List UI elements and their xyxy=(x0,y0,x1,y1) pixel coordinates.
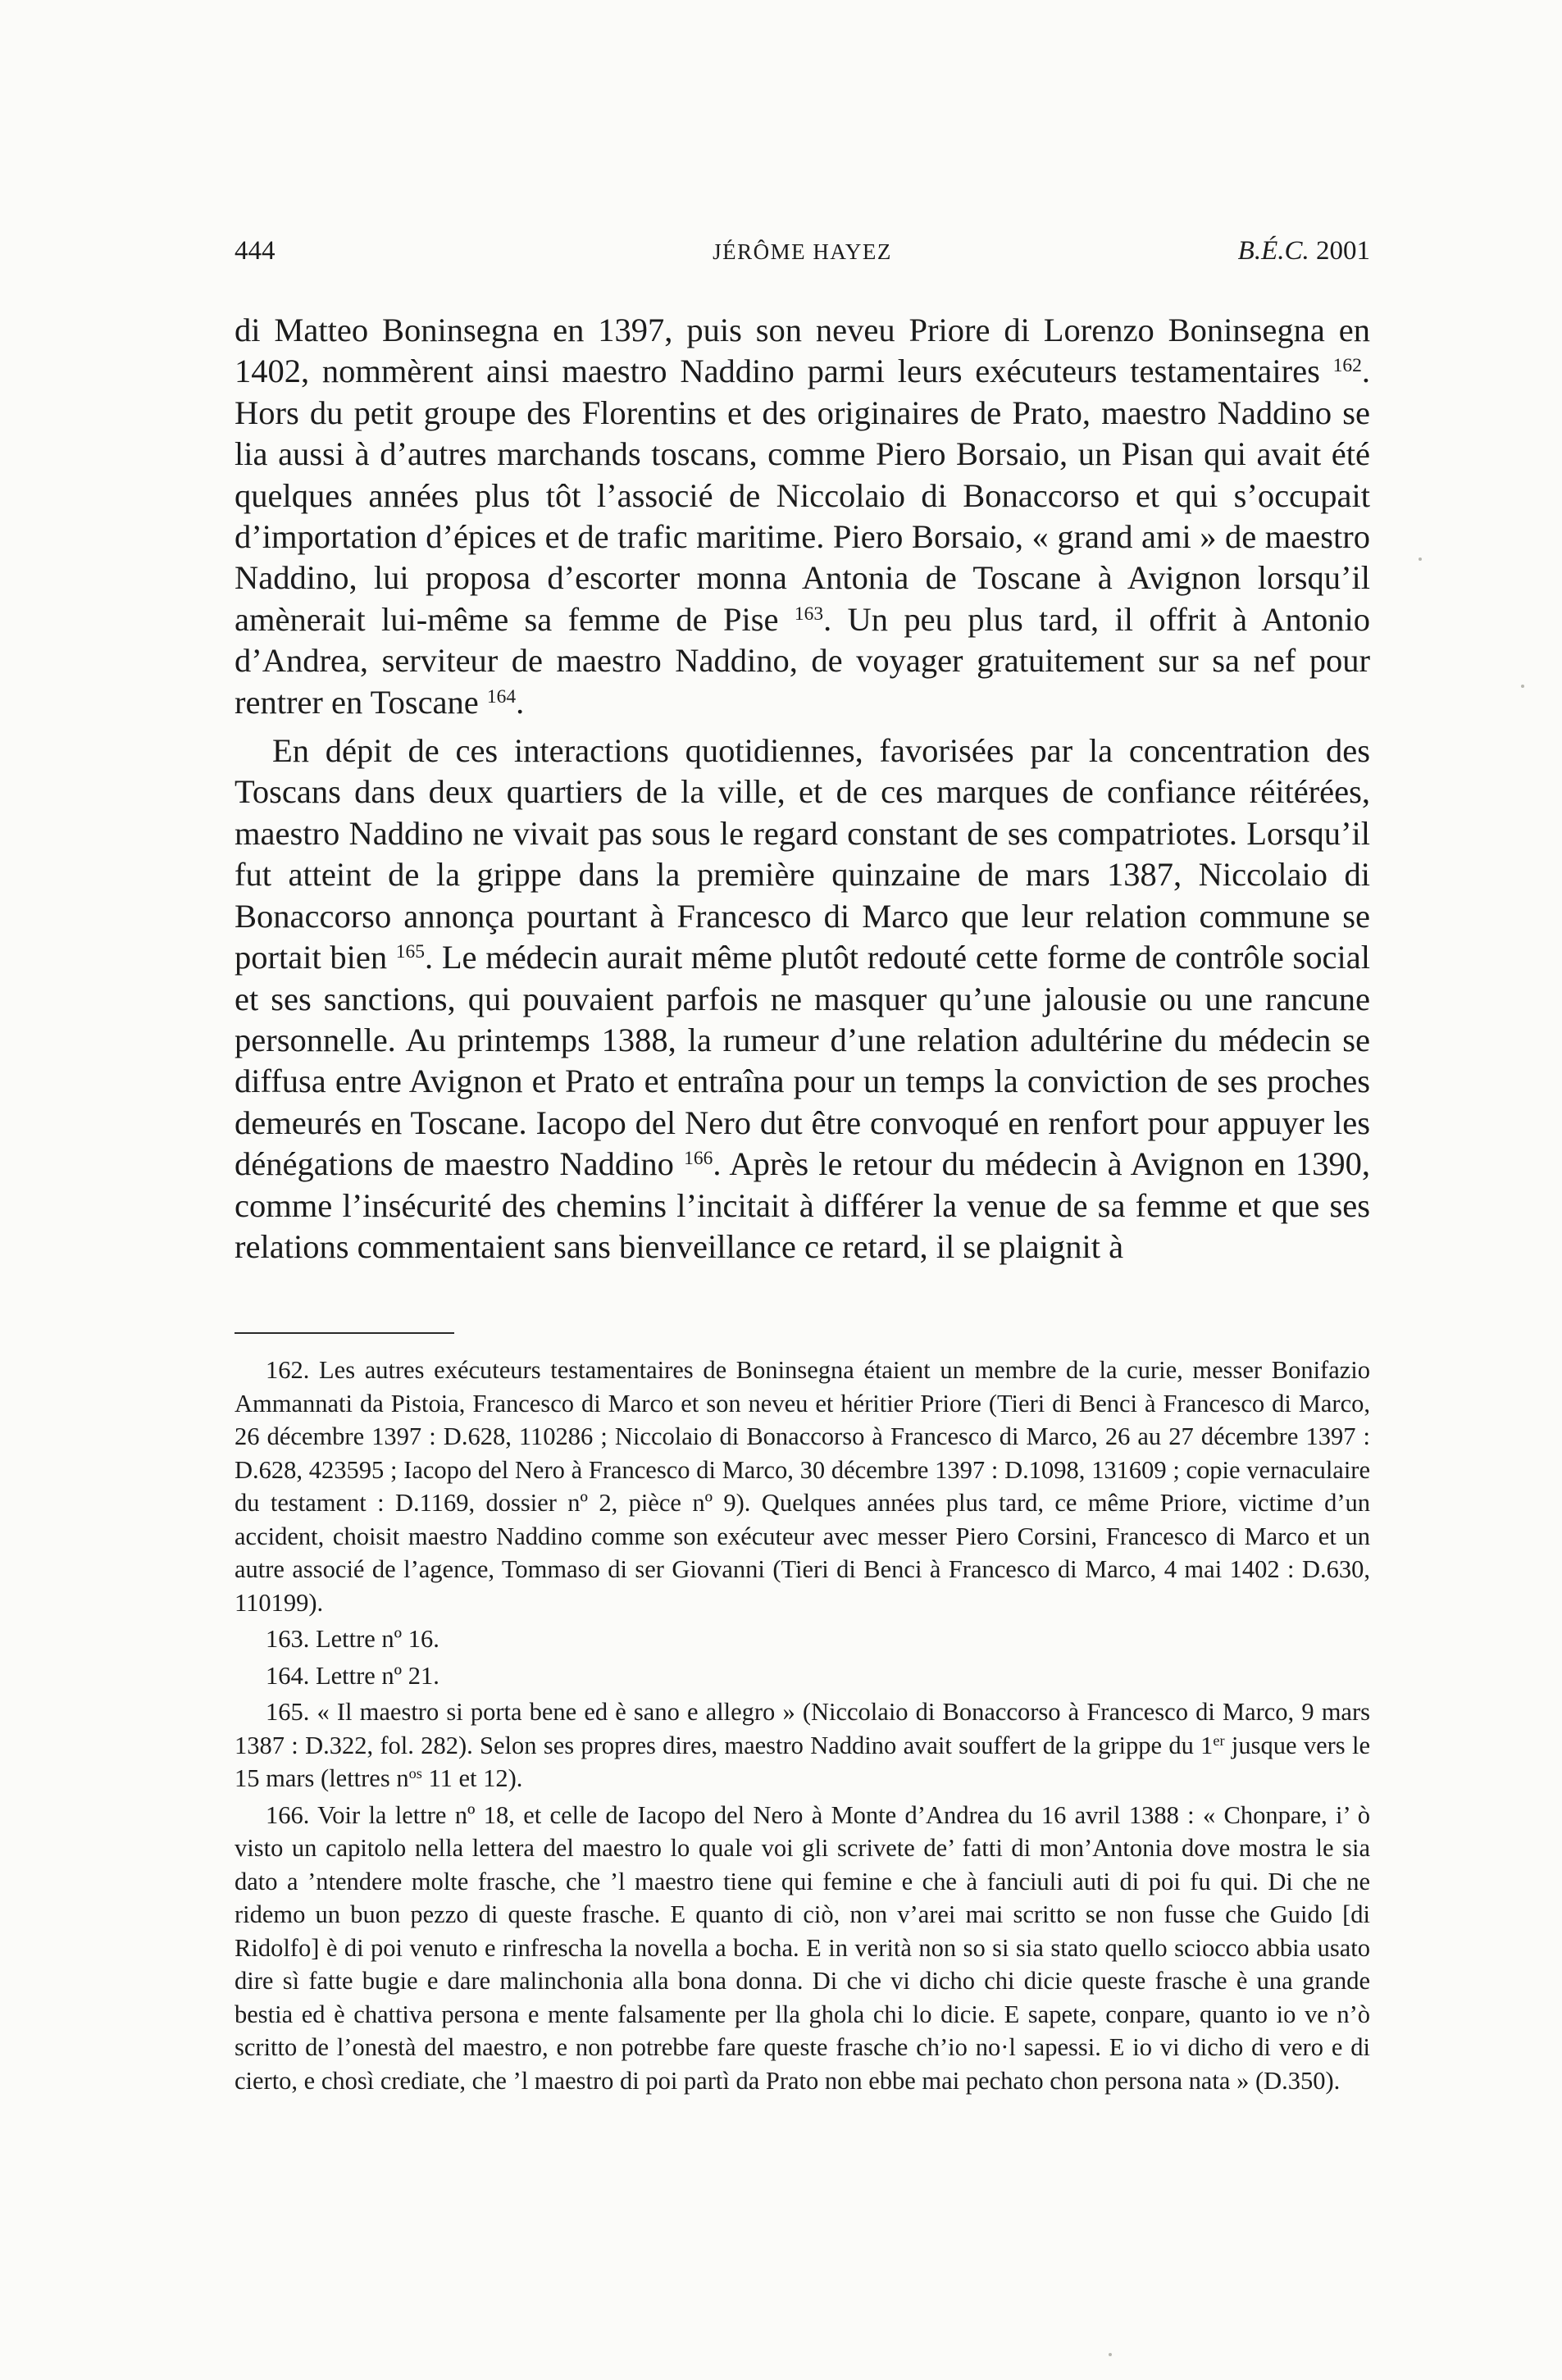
paragraph-1-segment-1: di Matteo Boninsegna en 1397, puis son neveu Priore di Lorenzo Boninsegna en 1402, nommèrent ainsi maestro Naddino parmi leurs exécuteurs testamentaires xyxy=(235,312,1370,390)
footnote-ref-162[interactable]: 162 xyxy=(1332,355,1362,377)
running-header xyxy=(235,236,1370,277)
footnote-ref-166[interactable]: 166 xyxy=(684,1148,713,1170)
footnote-165-sup-er: er xyxy=(1213,1732,1225,1749)
paragraph-1-segment-3: . Un peu plus tard, il offrit à Antonio d’Andrea, serviteur de maestro Naddino, de voyager gratuitement sur sa nef pour rentrer en Toscane xyxy=(235,600,1370,721)
footnote-163: 163. Lettre nº 16. xyxy=(266,1625,439,1653)
page-number: 444 xyxy=(235,236,276,266)
paragraph-1 xyxy=(235,310,1370,723)
footnote-165 xyxy=(235,1695,1370,1795)
footnote-ref-163[interactable]: 163 xyxy=(794,603,824,625)
footnote-separator xyxy=(235,1332,454,1334)
paragraph-2-segment-1: En dépit de ces interactions quotidiennes, favorisées par la concentration des Toscans dans deux quartiers de la ville, et de ces marques de confiance réitérées, maestro Naddino ne vivait pas sous le regard constant de ses compatriotes. Lorsqu’il fut atteint de la grippe dans la première quinzaine de mars 1387, Niccolaio di Bonaccorso annonça pourtant à Francesco di Marco que leur relation commune se portait bien xyxy=(235,732,1370,976)
journal-year: 2001 xyxy=(1316,236,1370,266)
running-author: JÉRÔME HAYEZ xyxy=(713,239,892,264)
paragraph-1-segment-4: . xyxy=(516,683,525,721)
paragraph-1-segment-2: . Hors du petit groupe des Florentins et des originaires de Prato, maestro Naddino se lia aussi à d’autres marchands toscans, comme Piero Borsaio, un Pisan qui avait été quelques années plus tôt l’associé de Niccolaio di Bonaccorso et qui s’occupait d’importation d’épices et de trafic maritime. Piero Borsaio, « grand ami » de maestro Naddino, lui proposa d’escorter monna Antonia de Toscane à Avignon lorsqu’il amènerait lui-même sa femme de Pise xyxy=(235,353,1370,638)
paper-speck xyxy=(1521,685,1524,688)
footnote-166: 166. Voir la lettre nº 18, et celle de Iacopo del Nero à Monte d’Andrea du 16 avril 1388 : « Chonpare, i’ ò visto un capitolo nella lettera del maestro lo quale voi gli scrivete de’ fatti di mon’Antonia dove mostra le sia dato a ’ntendere molte frasche, che ’l maestro tiene qui femine e che à fanciuli auti di poi fu qui. Di che ne ridemo un buon pezzo di queste frasche. E quanto di ciò, non v’arei mai scritto se non fusse che Guido [di Ridolfo] è di poi venuto e rinfrescha la novella a bocha. E in verità non so si sia stato quello sciocco abbia usato dire sì fatte bugie e dare malinchonia alla bona donna. Di che vi dicho chi dicie queste frasche è una grande bestia ed è chattiva persona e mente falsamente per lla ghola chi lo dicie. E sapete, conpare, quanto io ve n’ò scritto de l’onestà del maestro, e non potrebbe fare queste frasche ch’io no·l sapessi. E io vi dicho di vero e di cierto, e chosì crediate, che ’l maestro di poi partì da Prato non ebbe mai pechato chon persona nata » (D.350). xyxy=(235,1800,1370,2095)
footnote-ref-164[interactable]: 164 xyxy=(486,685,517,708)
footnote-165-part-c: 11 et 12). xyxy=(421,1764,523,1792)
paragraph-2-segment-2: . Le médecin aurait même plutôt redouté cette forme de contrôle social et ses sanctions, qui pouvaient parfois ne masquer qu’une jalousie ou une rancune personnelle. Au printemps 1388, la rumeur d’une relation adultérine du médecin se diffusa entre Avignon et Prato et entraîna pour un temps la conviction de ses proches demeurés en Toscane. Iacopo del Nero dut être convoqué en renfort pour appuyer les dénégations de maestro Naddino xyxy=(235,939,1371,1183)
footnote-164: 164. Lettre nº 21. xyxy=(266,1661,439,1690)
main-text xyxy=(235,310,1370,1267)
paragraph-2-segment-3: . Après le retour du médecin à Avignon en 1390, comme l’insécurité des chemins l’incitait à différer la venue de sa femme et que ses relations commentaient sans bienveillance ce retard, il se plaignit à xyxy=(235,1145,1370,1265)
paper-speck xyxy=(1109,2353,1112,2356)
footnote-165-sup-os: os xyxy=(408,1764,422,1782)
paper-speck xyxy=(1419,557,1422,561)
journal-citation xyxy=(1238,236,1370,266)
paragraph-2 xyxy=(235,730,1370,1267)
journal-abbreviation: B.É.C. xyxy=(1237,236,1309,266)
footnote-ref-165[interactable]: 165 xyxy=(395,941,426,963)
footnotes xyxy=(235,1354,1370,2100)
footnote-162: 162. Les autres exécuteurs testamentaires de Boninsegna étaient un membre de la curie, messer Bonifazio Ammannati da Pistoia, Francesco di Marco et son neveu et héritier Priore (Tieri di Benci à Francesco di Marco, 26 décembre 1397 : D.628, 110286 ; Niccolaio di Bonaccorso à Francesco di Marco, 26 au 27 décembre 1397 : D.628, 423595 ; Iacopo del Nero à Francesco di Marco, 30 décembre 1397 : D.1098, 131609 ; copie vernaculaire du testament : D.1169, dossier nº 2, pièce nº 9). Quelques années plus tard, ce même Priore, victime d’un accident, choisit maestro Naddino comme son exécuteur avec messer Piero Corsini, Francesco di Marco et un autre associé de l’agence, Tommaso di ser Giovanni (Tieri di Benci à Francesco di Marco, 4 mai 1402 : D.630, 110199). xyxy=(235,1356,1370,1617)
footnote-165-part-a: 165. « Il maestro si porta bene ed è sano e allegro » (Niccolaio di Bonaccorso à Francesco di Marco, 9 mars 1387 : D.322, fol. 282). Selon ses propres dires, maestro Naddino avait souffert de la grippe du 1 xyxy=(235,1698,1370,1759)
footnote-165-part-b: jusque vers le 15 mars (lettres n xyxy=(235,1731,1370,1792)
